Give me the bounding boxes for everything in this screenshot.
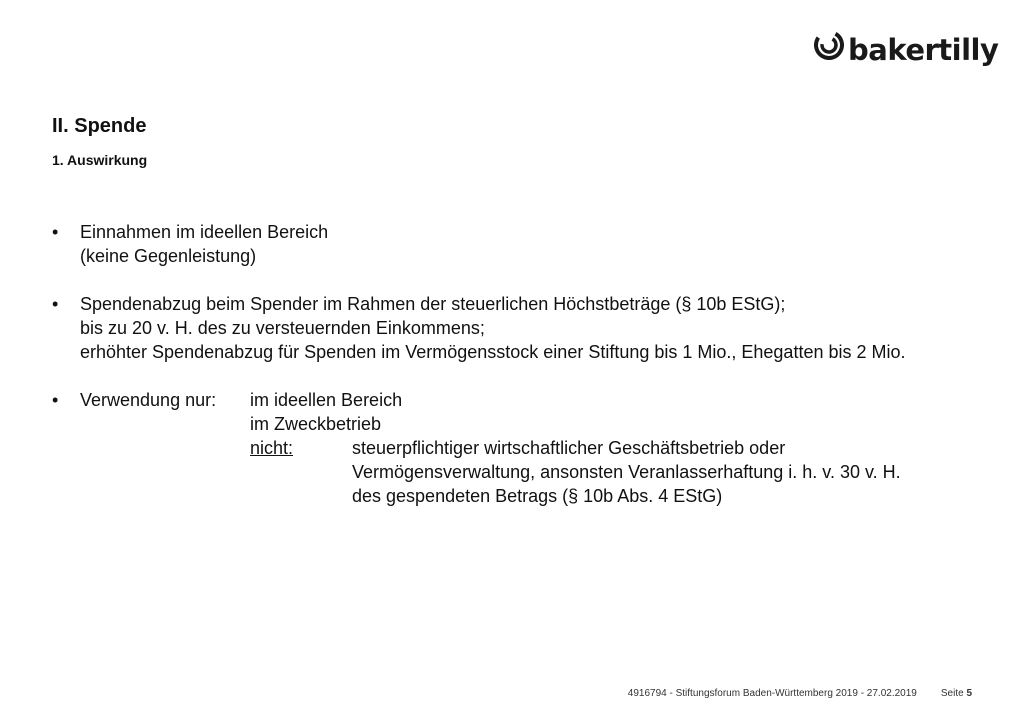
bullet-marker: • xyxy=(52,222,59,242)
logo-text: bakertilly xyxy=(848,33,999,67)
bullet-line: erhöhter Spendenabzug für Spenden im Vermögensstock einer Stiftung bis 1 Mio., Ehegatten bis 2 Mio. xyxy=(80,342,906,362)
bakertilly-logo-icon xyxy=(814,30,844,60)
bullet-body xyxy=(80,292,992,364)
bullet-line: (keine Gegenleistung) xyxy=(80,246,257,266)
nicht-label: nicht: xyxy=(250,438,294,458)
bullet-line: Einnahmen im ideellen Bereich xyxy=(80,222,329,242)
verwendung-item: im ideellen Bereich xyxy=(250,390,403,410)
nicht-line: des gespendeten Betrags (§ 10b Abs. 4 EStG) xyxy=(352,486,723,506)
bullet-marker: • xyxy=(52,390,59,410)
page-subtitle: 1. Auswirkung xyxy=(52,152,148,168)
nicht-line: Vermögensverwaltung, ansonsten Veranlasserhaftung i. h. v. 30 v. H. xyxy=(352,462,901,482)
bullet-line: bis zu 20 v. H. des zu versteuernden Einkommens; xyxy=(80,318,485,338)
page-indicator xyxy=(941,688,972,699)
verwendung-item: im Zweckbetrieb xyxy=(250,414,382,434)
bullet-einnahmen xyxy=(52,220,992,268)
slide-content xyxy=(52,220,992,532)
bullet-verwendung xyxy=(52,388,992,508)
page-title: II. Spende xyxy=(52,115,147,137)
footer-text: 4916794 - Stiftungsforum Baden-Württemberg 2019 - 27.02.2019 xyxy=(627,688,917,699)
bullet-body xyxy=(80,220,992,268)
verwendung-label: Verwendung nur: xyxy=(80,390,217,410)
bullet-line: Spendenabzug beim Spender im Rahmen der steuerlichen Höchstbeträge (§ 10b EStG); xyxy=(80,294,786,314)
footer xyxy=(628,688,972,699)
bullet-marker: • xyxy=(52,294,59,314)
verwendung-grid xyxy=(80,388,992,508)
bullet-spendenabzug xyxy=(52,292,992,364)
page-number: 5 xyxy=(966,688,972,699)
nicht-line: steuerpflichtiger wirtschaftlicher Geschäftsbetrieb oder xyxy=(352,438,786,458)
page-label: Seite xyxy=(940,688,964,699)
bakertilly-logo xyxy=(814,30,998,65)
